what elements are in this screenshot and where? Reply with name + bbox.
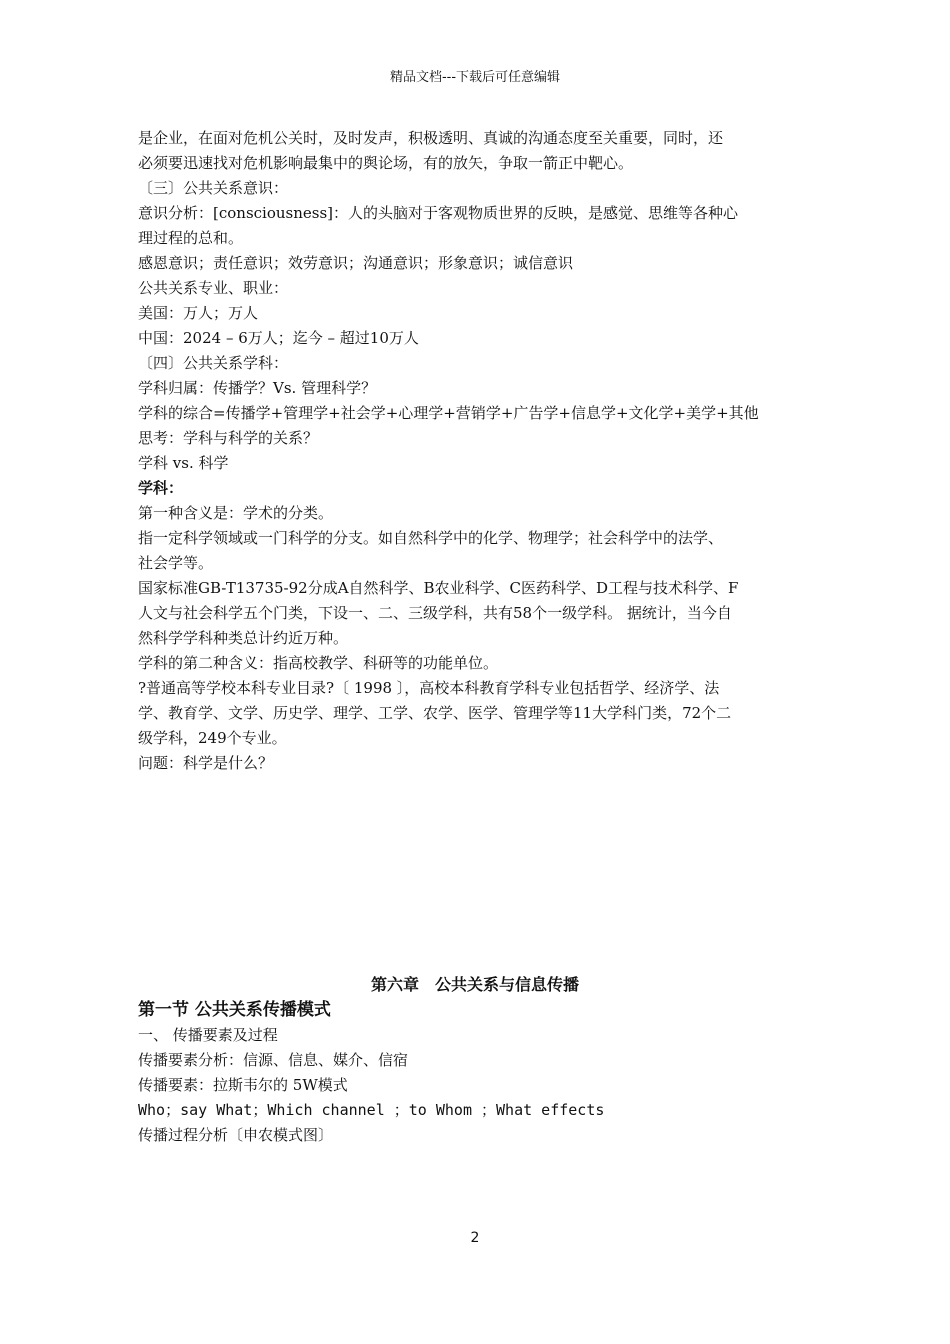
subheading-discipline: 〔四〕公共关系学科： [138,354,289,372]
section-title: 第一节 公共关系传播模式 [138,1000,331,1020]
paragraph-line: 学科 vs. 科学 [138,454,229,472]
paragraph-line: 问题：科学是什么？ [138,754,274,772]
paragraph-line: 思考：学科与科学的关系？ [138,429,319,447]
paragraph-line: 公共关系专业、职业： [138,279,289,297]
bold-label-discipline: 学科： [138,479,184,497]
paragraph-line: 美国：万人；万人 [138,304,259,322]
paragraph-line: 理过程的总和。 [138,229,244,247]
paragraph-line: 意识分析：[consciousness]：人的头脑对于客观物质世界的反映，是感觉、思维等各种心 [138,204,739,222]
body-text-part2 [138,998,838,1148]
paragraph-line: 社会学等。 [138,554,214,572]
paragraph-line: 中国：2024 – 6万人；迄今 – 超过10万人 [138,329,419,347]
paragraph-line: 一、 传播要素及过程 [138,1026,278,1044]
body-text-part1 [138,126,838,776]
paragraph-line: 然科学学科种类总计约近万种。 [138,629,349,647]
page-header: 精品文档---下载后可任意编辑 [389,70,561,85]
paragraph-line: 传播过程分析〔申农模式图〕 [138,1126,334,1144]
paragraph-line: 是企业，在面对危机公关时，及时发声，积极透明、真诚的沟通态度至关重要，同时，还 [138,129,724,147]
paragraph-line: 传播要素分析：信源、信息、媒介、信宿 [138,1051,409,1069]
paragraph-line: 学、教育学、文学、历史学、理学、工学、农学、医学、管理学等11大学科门类，72个二 [138,704,732,722]
paragraph-line-5w: Who；say What；Which channel ；to Whom ；What effects [138,1101,605,1119]
subheading-consciousness: 〔三〕公共关系意识： [138,179,289,197]
paragraph-line: ?普通高等学校本科专业目录?〔 1998 〕，高校本科教育学科专业包括哲学、经济学、法 [138,679,720,697]
paragraph-line: 级学科，249个专业。 [138,729,287,747]
paragraph-line: 必须要迅速找对危机影响最集中的舆论场，有的放矢，争取一箭正中靶心。 [138,154,634,172]
paragraph-line: 传播要素：拉斯韦尔的 5W模式 [138,1076,348,1094]
chapter-title: 第六章 公共关系与信息传播 [370,975,579,994]
paragraph-line: 学科的第二种含义：指高校教学、科研等的功能单位。 [138,654,499,672]
paragraph-line: 指一定科学领域或一门科学的分支。如自然科学中的化学、物理学；社会科学中的法学、 [138,529,724,547]
paragraph-line: 感恩意识；责任意识；效劳意识；沟通意识；形象意识；诚信意识 [138,254,574,272]
paragraph-line: 学科归属：传播学？Vs. 管理科学？ [138,379,377,397]
paragraph-line: 国家标准GB-T13735-92分成A自然科学、B农业科学、C医药科学、D工程与技术科学、F [138,579,739,597]
paragraph-line: 人文与社会科学五个门类，下设一、二、三级学科，共有58个一级学科。 据统计，当今自 [138,604,732,622]
page-number: 2 [470,1230,480,1246]
paragraph-line: 第一种含义是：学术的分类。 [138,504,334,522]
paragraph-line: 学科的综合=传播学+管理学+社会学+心理学+营销学+广告学+信息学+文化学+美学+其他 [138,404,759,422]
